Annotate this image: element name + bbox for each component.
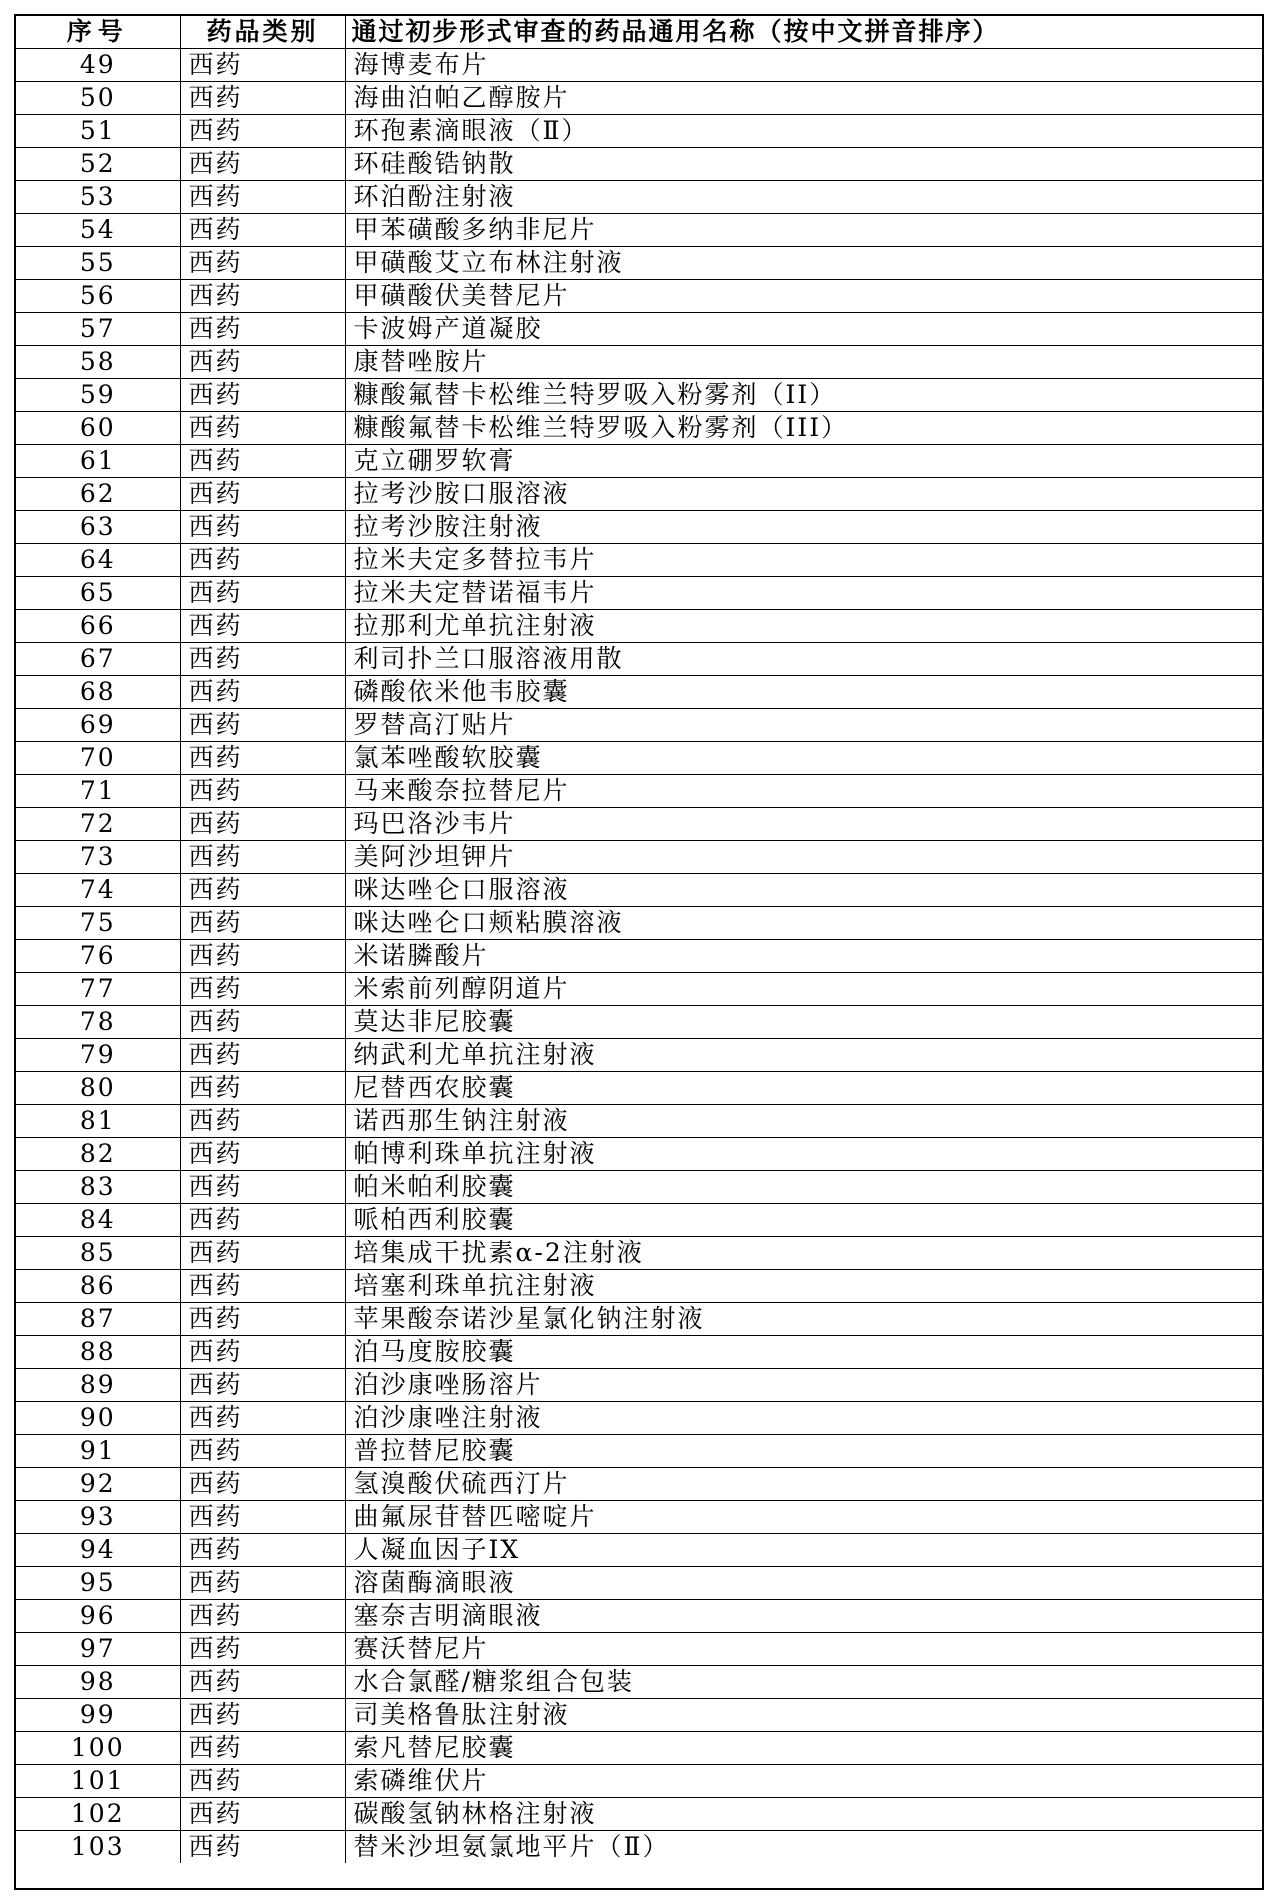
row-serial-number: 52: [16, 148, 180, 181]
row-drug-name: 泊马度胺胶囊: [345, 1336, 1262, 1369]
table-row: [16, 1567, 1262, 1600]
table-row: [16, 478, 1262, 511]
row-drug-name: 拉米夫定替诺福韦片: [345, 577, 1262, 610]
row-serial-number: 93: [16, 1501, 180, 1534]
row-drug-name: 拉那利尤单抗注射液: [345, 610, 1262, 643]
drug-table: [16, 16, 1262, 1863]
row-serial-number: 69: [16, 709, 180, 742]
row-drug-name: 拉考沙胺注射液: [345, 511, 1262, 544]
row-drug-name: 培塞利珠单抗注射液: [345, 1270, 1262, 1303]
row-drug-name: 海曲泊帕乙醇胺片: [345, 82, 1262, 115]
row-drug-category: 西药: [180, 1138, 345, 1171]
table-row: [16, 907, 1262, 940]
row-drug-name: 哌柏西利胶囊: [345, 1204, 1262, 1237]
table-row: [16, 445, 1262, 478]
row-drug-name: 康替唑胺片: [345, 346, 1262, 379]
row-drug-name: 尼替西农胶囊: [345, 1072, 1262, 1105]
row-drug-category: 西药: [180, 940, 345, 973]
table-row: [16, 1831, 1262, 1864]
row-serial-number: 61: [16, 445, 180, 478]
row-drug-category: 西药: [180, 1600, 345, 1633]
row-drug-category: 西药: [180, 1765, 345, 1798]
table-row: [16, 49, 1262, 82]
row-drug-name: 罗替高汀贴片: [345, 709, 1262, 742]
row-serial-number: 80: [16, 1072, 180, 1105]
row-drug-category: 西药: [180, 412, 345, 445]
row-drug-category: 西药: [180, 544, 345, 577]
row-drug-category: 西药: [180, 1204, 345, 1237]
row-drug-name: 普拉替尼胶囊: [345, 1435, 1262, 1468]
table-row: [16, 1699, 1262, 1732]
row-drug-name: 拉考沙胺口服溶液: [345, 478, 1262, 511]
row-drug-category: 西药: [180, 841, 345, 874]
row-drug-name: 环泊酚注射液: [345, 181, 1262, 214]
row-serial-number: 49: [16, 49, 180, 82]
row-drug-category: 西药: [180, 148, 345, 181]
table-row: [16, 181, 1262, 214]
table-row: [16, 1501, 1262, 1534]
row-drug-name: 帕米帕利胶囊: [345, 1171, 1262, 1204]
row-serial-number: 60: [16, 412, 180, 445]
row-drug-category: 西药: [180, 1798, 345, 1831]
row-drug-name: 环硅酸锆钠散: [345, 148, 1262, 181]
row-serial-number: 68: [16, 676, 180, 709]
row-drug-category: 西药: [180, 1105, 345, 1138]
row-drug-name: 诺西那生钠注射液: [345, 1105, 1262, 1138]
table-row: [16, 115, 1262, 148]
row-drug-name: 莫达非尼胶囊: [345, 1006, 1262, 1039]
row-drug-category: 西药: [180, 1270, 345, 1303]
row-serial-number: 77: [16, 973, 180, 1006]
row-drug-name: 泊沙康唑注射液: [345, 1402, 1262, 1435]
row-serial-number: 55: [16, 247, 180, 280]
row-drug-name: 溶菌酶滴眼液: [345, 1567, 1262, 1600]
row-drug-name: 替米沙坦氨氯地平片（Ⅱ）: [345, 1831, 1262, 1864]
row-drug-name: 苹果酸奈诺沙星氯化钠注射液: [345, 1303, 1262, 1336]
row-drug-name: 帕博利珠单抗注射液: [345, 1138, 1262, 1171]
table-row: [16, 973, 1262, 1006]
table-row: [16, 643, 1262, 676]
row-drug-name: 人凝血因子IX: [345, 1534, 1262, 1567]
row-drug-category: 西药: [180, 181, 345, 214]
row-drug-category: 西药: [180, 313, 345, 346]
row-serial-number: 82: [16, 1138, 180, 1171]
row-drug-name: 海博麦布片: [345, 49, 1262, 82]
table-row: [16, 1732, 1262, 1765]
table-row: [16, 1138, 1262, 1171]
row-serial-number: 76: [16, 940, 180, 973]
row-drug-category: 西药: [180, 1534, 345, 1567]
row-serial-number: 92: [16, 1468, 180, 1501]
table-row: [16, 313, 1262, 346]
row-drug-category: 西药: [180, 808, 345, 841]
row-drug-category: 西药: [180, 577, 345, 610]
row-serial-number: 100: [16, 1732, 180, 1765]
table-row: [16, 742, 1262, 775]
row-serial-number: 71: [16, 775, 180, 808]
row-serial-number: 66: [16, 610, 180, 643]
row-drug-category: 西药: [180, 1501, 345, 1534]
row-serial-number: 50: [16, 82, 180, 115]
table-row: [16, 511, 1262, 544]
row-serial-number: 86: [16, 1270, 180, 1303]
row-drug-category: 西药: [180, 1171, 345, 1204]
table-row: [16, 379, 1262, 412]
row-drug-name: 咪达唑仑口颊粘膜溶液: [345, 907, 1262, 940]
row-drug-category: 西药: [180, 49, 345, 82]
row-drug-name: 糠酸氟替卡松维兰特罗吸入粉雾剂（II）: [345, 379, 1262, 412]
row-serial-number: 59: [16, 379, 180, 412]
table-row: [16, 1402, 1262, 1435]
row-drug-category: 西药: [180, 775, 345, 808]
table-row: [16, 1369, 1262, 1402]
row-serial-number: 73: [16, 841, 180, 874]
row-drug-name: 氯苯唑酸软胶囊: [345, 742, 1262, 775]
table-row: [16, 1270, 1262, 1303]
row-serial-number: 65: [16, 577, 180, 610]
row-serial-number: 70: [16, 742, 180, 775]
row-drug-category: 西药: [180, 1831, 345, 1864]
row-drug-category: 西药: [180, 379, 345, 412]
table-row: [16, 577, 1262, 610]
row-serial-number: 81: [16, 1105, 180, 1138]
row-drug-name: 纳武利尤单抗注射液: [345, 1039, 1262, 1072]
table-row: [16, 808, 1262, 841]
table-row: [16, 280, 1262, 313]
row-drug-name: 利司扑兰口服溶液用散: [345, 643, 1262, 676]
row-drug-category: 西药: [180, 1633, 345, 1666]
row-drug-category: 西药: [180, 1732, 345, 1765]
row-serial-number: 103: [16, 1831, 180, 1864]
row-serial-number: 75: [16, 907, 180, 940]
row-serial-number: 57: [16, 313, 180, 346]
row-serial-number: 101: [16, 1765, 180, 1798]
row-drug-category: 西药: [180, 1039, 345, 1072]
row-serial-number: 98: [16, 1666, 180, 1699]
row-drug-name: 拉米夫定多替拉韦片: [345, 544, 1262, 577]
table-row: [16, 1798, 1262, 1831]
row-drug-category: 西药: [180, 247, 345, 280]
row-drug-category: 西药: [180, 1567, 345, 1600]
row-drug-category: 西药: [180, 1237, 345, 1270]
row-drug-category: 西药: [180, 1072, 345, 1105]
row-drug-name: 咪达唑仑口服溶液: [345, 874, 1262, 907]
table-row: [16, 247, 1262, 280]
table-row: [16, 544, 1262, 577]
table-row: [16, 610, 1262, 643]
row-drug-name: 甲苯磺酸多纳非尼片: [345, 214, 1262, 247]
row-drug-category: 西药: [180, 1006, 345, 1039]
row-serial-number: 89: [16, 1369, 180, 1402]
table-row: [16, 1204, 1262, 1237]
table-row: [16, 1534, 1262, 1567]
row-serial-number: 62: [16, 478, 180, 511]
row-drug-name: 糠酸氟替卡松维兰特罗吸入粉雾剂（III）: [345, 412, 1262, 445]
row-serial-number: 91: [16, 1435, 180, 1468]
table-row: [16, 148, 1262, 181]
row-drug-name: 碳酸氢钠林格注射液: [345, 1798, 1262, 1831]
row-drug-category: 西药: [180, 907, 345, 940]
row-drug-name: 米索前列醇阴道片: [345, 973, 1262, 1006]
table-row: [16, 1633, 1262, 1666]
row-drug-category: 西药: [180, 346, 345, 379]
row-drug-name: 培集成干扰素α-2注射液: [345, 1237, 1262, 1270]
header-drug-category: 药品类别: [180, 16, 345, 49]
row-serial-number: 74: [16, 874, 180, 907]
table-row: [16, 709, 1262, 742]
row-serial-number: 51: [16, 115, 180, 148]
table-row: [16, 82, 1262, 115]
row-drug-category: 西药: [180, 610, 345, 643]
row-drug-category: 西药: [180, 1336, 345, 1369]
row-drug-name: 曲氟尿苷替匹嘧啶片: [345, 1501, 1262, 1534]
table-row: [16, 940, 1262, 973]
row-serial-number: 94: [16, 1534, 180, 1567]
row-drug-name: 塞奈吉明滴眼液: [345, 1600, 1262, 1633]
table-row: [16, 1237, 1262, 1270]
table-row: [16, 1039, 1262, 1072]
table-row: [16, 841, 1262, 874]
table-row: [16, 346, 1262, 379]
row-serial-number: 64: [16, 544, 180, 577]
row-drug-category: 西药: [180, 1369, 345, 1402]
table-row: [16, 1666, 1262, 1699]
row-drug-name: 美阿沙坦钾片: [345, 841, 1262, 874]
table-row: [16, 1171, 1262, 1204]
header-serial-number: 序号: [16, 16, 180, 49]
table-row: [16, 1765, 1262, 1798]
row-serial-number: 85: [16, 1237, 180, 1270]
row-drug-category: 西药: [180, 1303, 345, 1336]
table-row: [16, 1336, 1262, 1369]
row-serial-number: 58: [16, 346, 180, 379]
row-drug-name: 克立硼罗软膏: [345, 445, 1262, 478]
row-drug-category: 西药: [180, 874, 345, 907]
row-serial-number: 95: [16, 1567, 180, 1600]
row-serial-number: 96: [16, 1600, 180, 1633]
row-serial-number: 88: [16, 1336, 180, 1369]
row-drug-category: 西药: [180, 742, 345, 775]
table-row: [16, 1468, 1262, 1501]
row-drug-name: 卡波姆产道凝胶: [345, 313, 1262, 346]
row-serial-number: 83: [16, 1171, 180, 1204]
row-drug-name: 氢溴酸伏硫西汀片: [345, 1468, 1262, 1501]
table-row: [16, 874, 1262, 907]
row-drug-name: 索凡替尼胶囊: [345, 1732, 1262, 1765]
table-row: [16, 1105, 1262, 1138]
row-drug-name: 泊沙康唑肠溶片: [345, 1369, 1262, 1402]
row-serial-number: 53: [16, 181, 180, 214]
row-serial-number: 97: [16, 1633, 180, 1666]
row-drug-category: 西药: [180, 214, 345, 247]
row-drug-name: 水合氯醛/糖浆组合包装: [345, 1666, 1262, 1699]
table-row: [16, 1435, 1262, 1468]
row-drug-category: 西药: [180, 511, 345, 544]
row-drug-category: 西药: [180, 676, 345, 709]
table-row: [16, 1600, 1262, 1633]
row-drug-category: 西药: [180, 445, 345, 478]
row-drug-category: 西药: [180, 115, 345, 148]
row-drug-category: 西药: [180, 82, 345, 115]
drug-list-sheet: [14, 14, 1264, 1890]
row-drug-name: 司美格鲁肽注射液: [345, 1699, 1262, 1732]
row-serial-number: 63: [16, 511, 180, 544]
row-drug-category: 西药: [180, 709, 345, 742]
row-drug-name: 赛沃替尼片: [345, 1633, 1262, 1666]
table-row: [16, 412, 1262, 445]
table-row: [16, 214, 1262, 247]
row-drug-name: 玛巴洛沙韦片: [345, 808, 1262, 841]
header-drug-generic-name: 通过初步形式审查的药品通用名称（按中文拼音排序）: [345, 16, 1262, 49]
table-row: [16, 775, 1262, 808]
row-serial-number: 90: [16, 1402, 180, 1435]
row-drug-name: 甲磺酸伏美替尼片: [345, 280, 1262, 313]
row-drug-category: 西药: [180, 643, 345, 676]
row-drug-category: 西药: [180, 1666, 345, 1699]
table-row: [16, 676, 1262, 709]
row-serial-number: 56: [16, 280, 180, 313]
row-drug-category: 西药: [180, 1435, 345, 1468]
table-body: [16, 49, 1262, 1864]
row-drug-category: 西药: [180, 478, 345, 511]
row-serial-number: 67: [16, 643, 180, 676]
row-serial-number: 78: [16, 1006, 180, 1039]
row-drug-name: 甲磺酸艾立布林注射液: [345, 247, 1262, 280]
row-drug-category: 西药: [180, 1468, 345, 1501]
row-drug-category: 西药: [180, 280, 345, 313]
table-row: [16, 1303, 1262, 1336]
row-serial-number: 102: [16, 1798, 180, 1831]
row-serial-number: 87: [16, 1303, 180, 1336]
row-serial-number: 79: [16, 1039, 180, 1072]
row-drug-name: 磷酸依米他韦胶囊: [345, 676, 1262, 709]
row-serial-number: 72: [16, 808, 180, 841]
table-row: [16, 1006, 1262, 1039]
table-row: [16, 1072, 1262, 1105]
row-drug-name: 米诺膦酸片: [345, 940, 1262, 973]
row-drug-category: 西药: [180, 973, 345, 1006]
row-serial-number: 84: [16, 1204, 180, 1237]
row-drug-name: 马来酸奈拉替尼片: [345, 775, 1262, 808]
row-drug-category: 西药: [180, 1699, 345, 1732]
row-drug-name: 环孢素滴眼液（Ⅱ）: [345, 115, 1262, 148]
row-serial-number: 54: [16, 214, 180, 247]
table-header-row: [16, 16, 1262, 49]
row-serial-number: 99: [16, 1699, 180, 1732]
row-drug-name: 索磷维伏片: [345, 1765, 1262, 1798]
row-drug-category: 西药: [180, 1402, 345, 1435]
